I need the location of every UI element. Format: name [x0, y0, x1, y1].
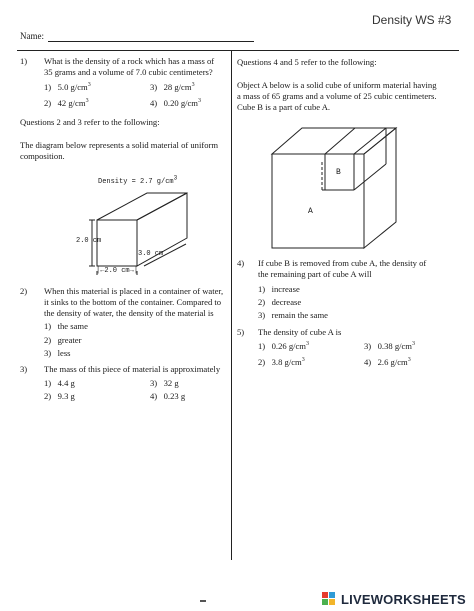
q3-option-2[interactable]: 2) 9.3 g	[44, 391, 75, 401]
name-label: Name:	[20, 31, 44, 41]
cube-a-side-face	[364, 128, 396, 248]
q5-option-3[interactable]: 3) 0.38 $g/cm^3$	[364, 341, 415, 351]
q2-text-line1: When this material is placed in a container of water,	[44, 286, 224, 296]
density-label: Density = 2.7 $g/cm^3$	[98, 174, 178, 186]
q3-option-3[interactable]: 3) 32 g	[150, 378, 179, 388]
q5-option-4[interactable]: 4) 2.6 $g/cm^3$	[364, 357, 411, 367]
prism-diagram	[40, 188, 230, 278]
diagram1-caption-line1: The diagram below represents a solid material of uniform	[20, 140, 219, 150]
page-mark	[200, 600, 206, 602]
depth-label: 3.0 cm	[138, 250, 164, 258]
q2-text-line3: the density of water, the density of the material is	[44, 308, 214, 318]
cube-b-label: B	[336, 168, 341, 177]
q1-text-line2: 35 grams and a volume of 7.0 cubic centimeters?	[44, 67, 213, 77]
q3-number: 3)	[20, 364, 28, 374]
prism-front-face	[97, 220, 137, 266]
q2-number: 2)	[20, 286, 28, 296]
column-divider	[231, 50, 232, 560]
q1-option-4[interactable]: 4) 0.20 $g/cm^3$	[150, 98, 201, 108]
q4-option-3[interactable]: 3) remain the same	[258, 310, 328, 320]
q4-option-1[interactable]: 1) increase	[258, 284, 300, 294]
q3-option-1[interactable]: 1) 4.4 g	[44, 378, 75, 388]
q1-option-2[interactable]: 2) 42 $g/cm^3$	[44, 98, 89, 108]
cube-a-label: A	[308, 207, 313, 216]
prism-top-face	[97, 193, 187, 220]
q4-text-line1: If cube B is removed from cube A, the density of	[258, 258, 427, 268]
q1-text-line1: What is the density of a rock which has a mass of	[44, 56, 215, 66]
q1-number: 1)	[20, 56, 28, 66]
cube-b-side-bottom	[354, 164, 386, 190]
liveworksheets-brand: LIVEWORKSHEETS	[341, 591, 466, 607]
q23-intro: Questions 2 and 3 refer to the following:	[20, 117, 160, 127]
height-label: 2.0 cm	[76, 237, 102, 245]
q5-text: The density of cube A is	[258, 327, 342, 337]
q1-option-3[interactable]: 3) 28 $g/cm^3$	[150, 82, 195, 92]
q1-option-1[interactable]: 1) 5.0 $g/cm^3$	[44, 82, 91, 92]
q2-option-2[interactable]: 2) greater	[44, 335, 82, 345]
q2-option-1[interactable]: 1) the same	[44, 321, 88, 331]
q2-option-3[interactable]: 3) less	[44, 348, 71, 358]
name-line[interactable]	[48, 41, 254, 42]
q3-option-4[interactable]: 4) 0.23 g	[150, 391, 186, 401]
q5-option-1[interactable]: 1) 0.26 $g/cm^3$	[258, 341, 309, 351]
q3-text: The mass of this piece of material is approximately	[44, 364, 221, 374]
width-label: |←2.0 cm→|	[96, 267, 139, 275]
worksheet-title: Density WS #3	[372, 13, 452, 27]
q4-number: 4)	[237, 258, 245, 268]
diagram1-caption-line2: composition.	[20, 151, 65, 161]
cube-diagram	[264, 124, 416, 252]
header-divider	[17, 50, 459, 51]
q5-number: 5)	[237, 327, 245, 337]
cube-a-top-face	[272, 128, 396, 154]
object-text-line2: a mass of 65 grams and a volume of 25 cubic centimeters.	[237, 91, 437, 101]
cube-a-front-face	[272, 154, 364, 248]
liveworksheets-logo	[322, 591, 466, 607]
q45-intro: Questions 4 and 5 refer to the following:	[237, 57, 377, 67]
object-text-line3: Cube B is a part of cube A.	[237, 102, 331, 112]
q4-option-2[interactable]: 2) decrease	[258, 297, 302, 307]
object-text-line1: Object A below is a solid cube of uniform material having	[237, 80, 437, 90]
liveworksheets-icon	[322, 592, 338, 606]
q5-option-2[interactable]: 2) 3.8 $g/cm^3$	[258, 357, 305, 367]
q4-text-line2: the remaining part of cube A will	[258, 269, 372, 279]
q2-text-line2: it sinks to the bottom of the container. Compared to	[44, 297, 222, 307]
